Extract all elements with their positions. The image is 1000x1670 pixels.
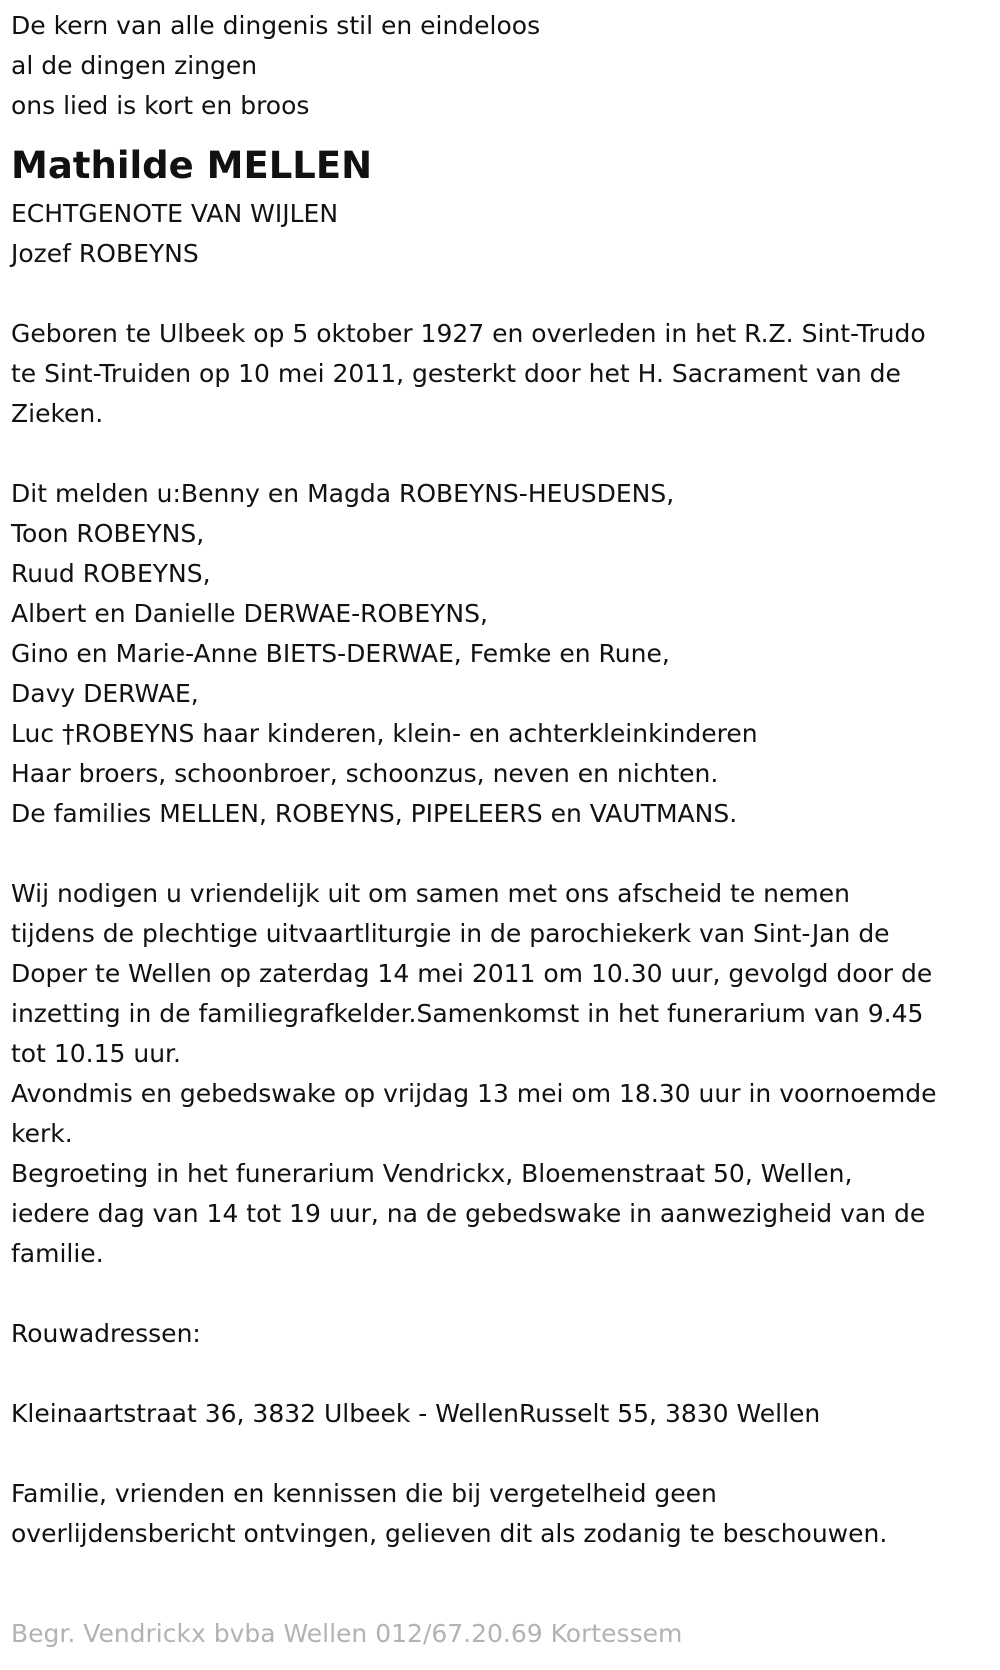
addresses-label: Rouwadressen:: [11, 1319, 201, 1348]
announcer-line: Toon ROBEYNS,: [11, 519, 205, 548]
announcer-line: De families MELLEN, ROBEYNS, PIPELEERS en VAUTMANS.: [11, 799, 738, 828]
paragraph-line: Begroeting in het funerarium Vendrickx, Bloemenstraat 50, Wellen,: [11, 1159, 853, 1188]
poem-line: al de dingen zingen: [11, 51, 258, 80]
paragraph-line: familie.: [11, 1239, 104, 1268]
poem-line: ons lied is kort en broos: [11, 91, 310, 120]
addresses: Kleinaartstraat 36, 3832 Ulbeek - WellenRusselt 55, 3830 Wellen: [11, 1399, 821, 1428]
announcers-list: [11, 474, 990, 834]
paragraph-line: Avondmis en gebedswake op vrijdag 13 mei om 18.30 uur in voornoemde: [11, 1079, 937, 1108]
announcer-line: Ruud ROBEYNS,: [11, 559, 211, 588]
funeral-home-footer: Begr. Vendrickx bvba Wellen 012/67.20.69 Kortessem: [11, 1619, 683, 1648]
ceremony-paragraph: [11, 874, 990, 1274]
paragraph-line: inzetting in de familiegrafkelder.Samenkomst in het funerarium van 9.45: [11, 999, 924, 1028]
announcer-line: Haar broers, schoonbroer, schoonzus, neven en nichten.: [11, 759, 719, 788]
addresses-block: [11, 1394, 990, 1434]
paragraph-line: overlijdensbericht ontvingen, gelieven dit als zodanig te beschouwen.: [11, 1519, 888, 1548]
poem-line: De kern van alle dingenis stil en eindeloos: [11, 11, 541, 40]
paragraph-line: tijdens de plechtige uitvaartliturgie in de parochiekerk van Sint-Jan de: [11, 919, 890, 948]
paragraph-line: tot 10.15 uur.: [11, 1039, 181, 1068]
poem: [11, 6, 990, 126]
spouse-label: ECHTGENOTE VAN WIJLEN: [11, 199, 339, 228]
paragraph-line: kerk.: [11, 1119, 73, 1148]
notice-paragraph: [11, 1474, 990, 1554]
announcer-line: Davy DERWAE,: [11, 679, 199, 708]
paragraph-line: Doper te Wellen op zaterdag 14 mei 2011 om 10.30 uur, gevolgd door de: [11, 959, 933, 988]
paragraph-line: Wij nodigen u vriendelijk uit om samen met ons afscheid te nemen: [11, 879, 850, 908]
paragraph-line: Zieken.: [11, 399, 104, 428]
spouse-name: Jozef ROBEYNS: [11, 239, 199, 268]
paragraph-line: Geboren te Ulbeek op 5 oktober 1927 en overleden in het R.Z. Sint-Trudo: [11, 319, 926, 348]
announcer-line: Dit melden u:Benny en Magda ROBEYNS-HEUSDENS,: [11, 479, 675, 508]
paragraph-line: Familie, vrienden en kennissen die bij vergetelheid geen: [11, 1479, 717, 1508]
announcer-line: Albert en Danielle DERWAE-ROBEYNS,: [11, 599, 488, 628]
birth-death-paragraph: [11, 314, 990, 434]
paragraph-line: iedere dag van 14 tot 19 uur, na de gebedswake in aanwezigheid van de: [11, 1199, 926, 1228]
announcer-line: Gino en Marie-Anne BIETS-DERWAE, Femke en Rune,: [11, 639, 670, 668]
deceased-block: [11, 142, 990, 274]
addresses-label-block: [11, 1314, 990, 1354]
deceased-name: Mathilde MELLEN: [11, 144, 373, 187]
paragraph-line: te Sint-Truiden op 10 mei 2011, gesterkt door het H. Sacrament van de: [11, 359, 901, 388]
announcer-line: Luc †ROBEYNS haar kinderen, klein- en achterkleinkinderen: [11, 719, 758, 748]
